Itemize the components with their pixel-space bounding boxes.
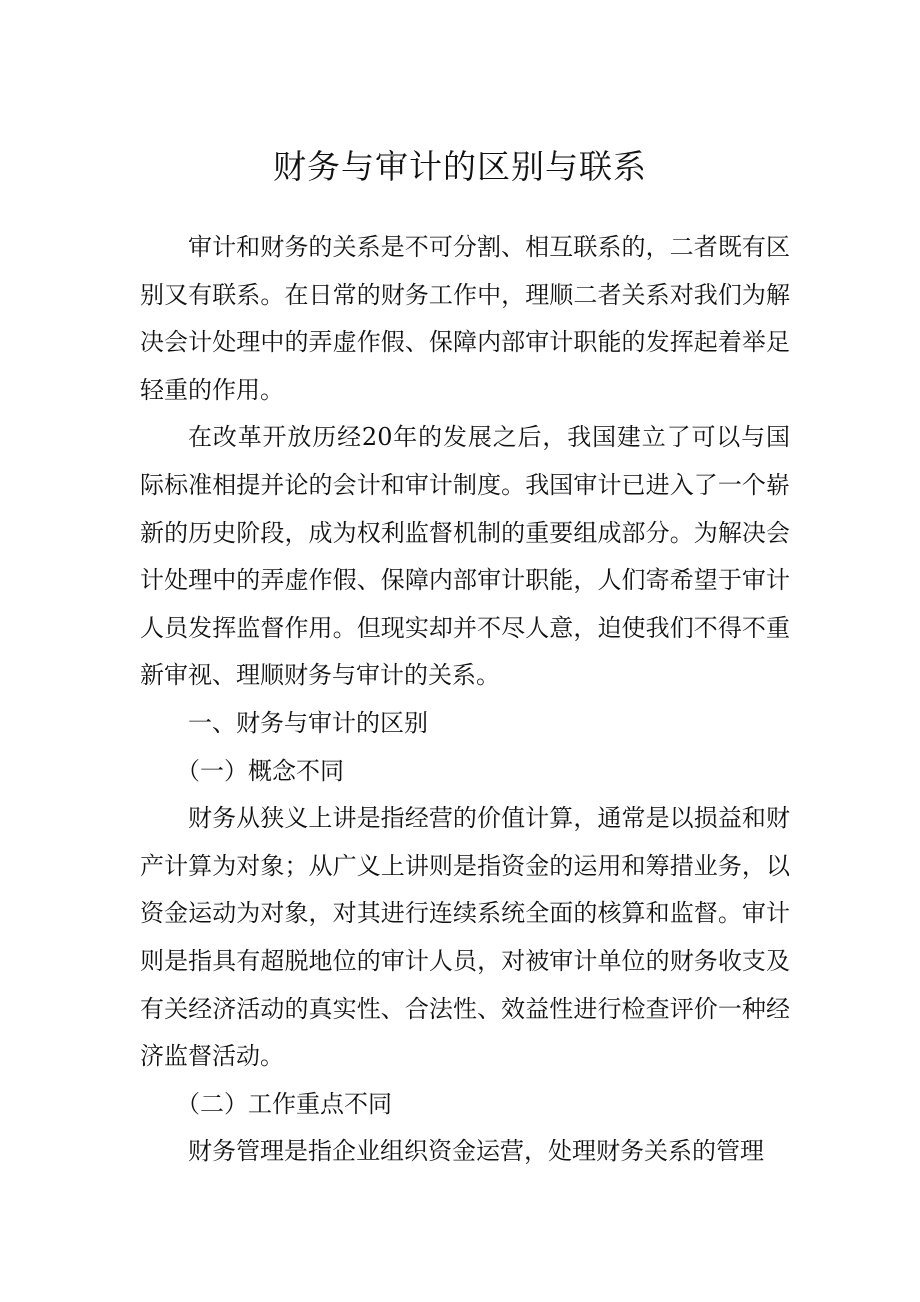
document-title: 财务与审计的区别与联系 (273, 147, 647, 186)
paragraph-intro: 审计和财务的关系是不可分割、相互联系的，二者既有区别又有联系。在日常的财务工作中，理顺二者关系对我们为解决会计处理中的弄虚作假、保障内部审计职能的发挥起着举足轻重的作用。 (140, 233, 790, 404)
document-body (140, 224, 790, 1176)
section-heading-differences: 一、财务与审计的区别 (188, 708, 428, 737)
paragraph-background: 在改革开放历经20年的发展之后，我国建立了可以与国际标准相提并论的会计和审计制度。我国审计已进入了一个崭新的历史阶段，成为权利监督机制的重要组成部分。为解决会计处理中的弄虚作假、保障内部审计职能，人们寄希望于审计人员发挥监督作用。但现实却并不尽人意，迫使我们不得不重新审视、理顺财务与审计的关系。 (140, 423, 790, 690)
subheading-concept: （一）概念不同 (176, 756, 344, 785)
subheading-focus: （二）工作重点不同 (176, 1089, 392, 1118)
paragraph-concept: 财务从狭义上讲是指经营的价值计算，通常是以损益和财产计算为对象；从广义上讲则是指资金的运用和筹措业务，以资金运动为对象，对其进行连续系统全面的核算和监督。审计则是指具有超脱地位的审计人员，对被审计单位的财务收支及有关经济活动的真实性、合法性、效益性进行检查评价一种经济监督活动。 (140, 804, 790, 1071)
paragraph-focus: 财务管理是指企业组织资金运营，处理财务关系的管理 (188, 1137, 764, 1166)
